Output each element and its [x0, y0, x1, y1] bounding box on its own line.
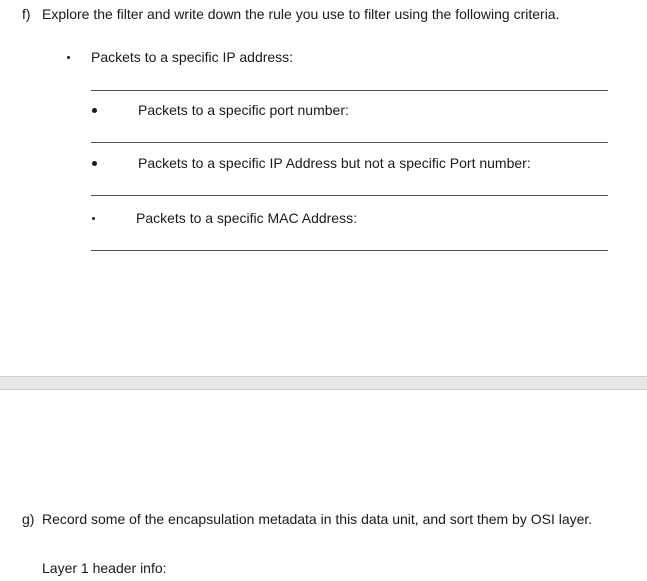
bullet-icon: [67, 56, 70, 59]
question-g-label: g): [22, 511, 35, 527]
criterion-ip-not-port: Packets to a specific IP Address but not a specific Port number:: [138, 155, 531, 171]
question-f-label: f): [22, 6, 31, 22]
answer-line-ip-not-port: [91, 195, 608, 196]
bullet-icon: [92, 108, 97, 113]
bullet-icon: [92, 161, 97, 166]
bullet-icon: [92, 217, 95, 220]
criterion-port-number: Packets to a specific port number:: [138, 102, 349, 118]
layer1-header-label: Layer 1 header info:: [42, 560, 167, 576]
criterion-mac-address: Packets to a specific MAC Address:: [136, 210, 357, 226]
question-g-text: Record some of the encapsulation metadata in this data unit, and sort them by OSI layer.: [42, 511, 593, 527]
answer-line-port-number: [91, 142, 608, 143]
document-page-bottom: [0, 390, 647, 581]
page-break: [0, 376, 647, 390]
answer-line-ip-address: [91, 90, 608, 91]
answer-line-mac-address: [91, 250, 608, 251]
criterion-ip-address: Packets to a specific IP address:: [91, 49, 294, 65]
question-f-text: Explore the filter and write down the rule you use to filter using the following criteria.: [42, 6, 560, 22]
